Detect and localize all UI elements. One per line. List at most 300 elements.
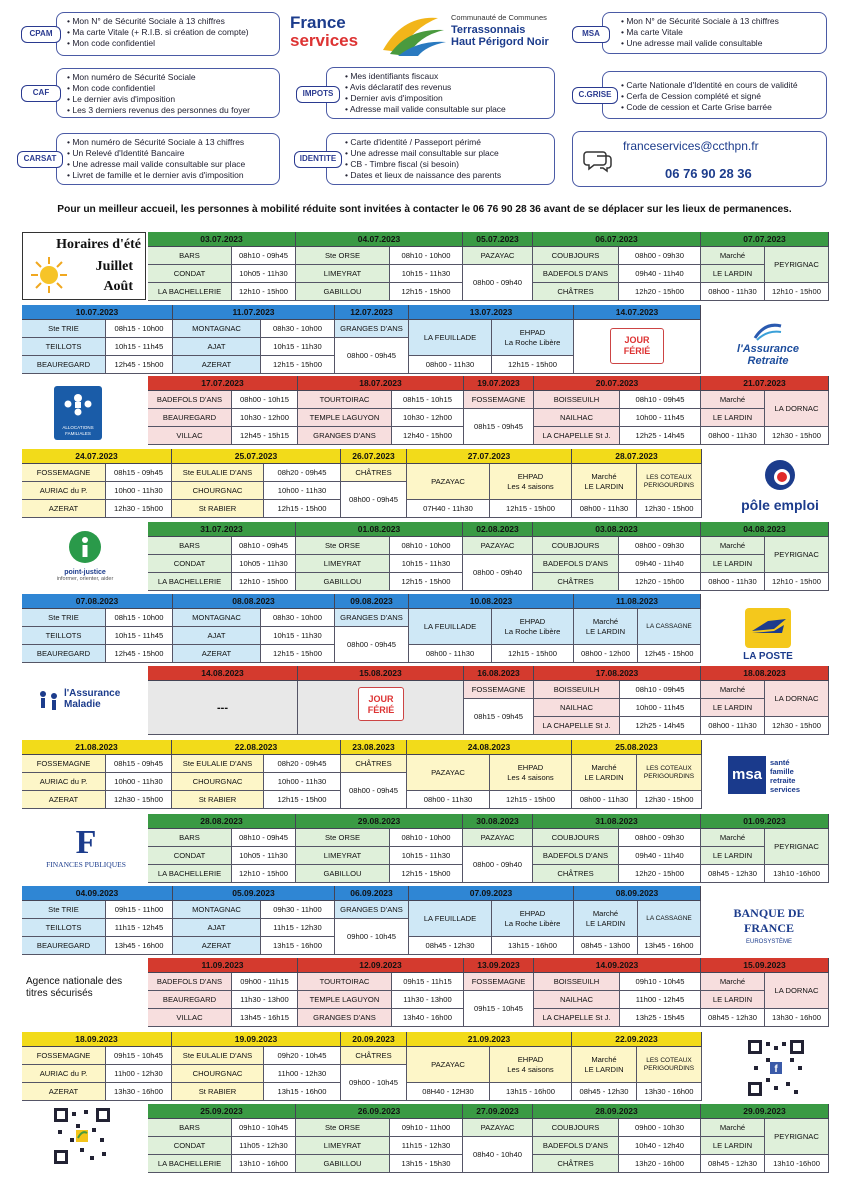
location-cell: LIMEYRAT — [296, 847, 390, 865]
location-cell: AZERAT — [22, 500, 106, 518]
location-cell: LA DORNAC — [765, 391, 829, 427]
location-cell: LA BACHELLERIE — [148, 283, 232, 301]
time-cell: 13h30 - 16h00 — [637, 1083, 702, 1101]
location-cell: GABILLOU — [296, 1155, 390, 1173]
ehpad-name: Les 4 saisons — [507, 481, 554, 491]
chat-icon — [583, 146, 613, 174]
location-cell: BARS — [148, 829, 232, 847]
location-cell: BADEFOLS D'ANS — [148, 973, 232, 991]
day-header: 08.08.2023 — [173, 594, 335, 609]
location-cell: St RABIER — [172, 500, 264, 518]
time-cell: 10h30 - 12h00 — [232, 409, 298, 427]
time-cell: 12h15 - 15h00 — [492, 645, 574, 663]
time-cell: 08h00 - 09h45 — [341, 482, 407, 518]
justice-text: point-justice — [64, 569, 106, 576]
impots-tag: IMPOTS — [296, 86, 340, 103]
time-cell: 10h15 - 11h30 — [390, 555, 463, 573]
location-cell: LA FEUILLADE — [409, 609, 492, 645]
time-cell: 08h00 - 09h30 — [619, 247, 701, 265]
ehpad-label: EHPAD — [517, 1054, 544, 1064]
time-cell: 08h00 - 11h30 — [701, 427, 765, 445]
qr-right-icon — [748, 1040, 804, 1096]
location-cell: LES COTEAUX PERIGOURDINS — [637, 1047, 702, 1083]
time-cell: 13h20 - 16h00 — [619, 1155, 701, 1173]
location-cell: TEMPLE LAGUYON — [298, 991, 392, 1009]
time-cell: 08h10 - 09h45 — [620, 681, 701, 699]
requirement-item: • Carte Nationale d'Identité en cours de validité — [621, 80, 826, 91]
location-cell: LE LARDIN — [701, 847, 765, 865]
time-cell: 12h10 - 15h00 — [232, 573, 296, 591]
day-header: 18.09.2023 — [22, 1032, 172, 1047]
time-cell: 08h45 - 12h30 — [701, 1155, 765, 1173]
location-cell: PAZAYAC — [407, 1047, 490, 1083]
ehpad-name: La Roche Libère — [504, 918, 561, 928]
location-cell: PAZAYAC — [463, 829, 533, 847]
time-cell: 11h00 - 12h45 — [620, 991, 701, 1009]
day-header: 04.08.2023 — [701, 522, 829, 537]
time-cell: 08H40 - 12H30 — [407, 1083, 490, 1101]
time-cell: 08h10 - 09h45 — [620, 391, 701, 409]
location-cell: GRANGES D'ANS — [298, 1009, 392, 1027]
day-header: 28.08.2023 — [148, 814, 296, 829]
time-cell: 08h00 - 10h15 — [232, 391, 298, 409]
time-cell: 09h10 - 11h00 — [390, 1119, 463, 1137]
time-cell: 13h30 - 16h00 — [765, 1009, 829, 1027]
time-cell: 10h05 - 11h30 — [232, 555, 296, 573]
location-cell: CHOURGNAC — [172, 773, 264, 791]
time-cell: 12h45 - 15h00 — [106, 356, 173, 374]
day-header: 05.07.2023 — [463, 232, 533, 247]
ants-text: Agence nationale des titres sécurisés — [26, 976, 123, 999]
requirement-item: • Dernier avis d'imposition — [345, 93, 554, 104]
retraite-swoosh-icon — [753, 320, 783, 342]
location-cell: BEAUREGARD — [22, 356, 106, 374]
msa-icon: msa — [728, 756, 766, 794]
market-label: Marché — [591, 471, 617, 481]
time-cell: 12h15 - 15h00 — [264, 791, 341, 809]
location-cell: AJAT — [173, 338, 261, 356]
bdf-sub: EUROSYSTÈME — [745, 939, 792, 945]
maladie-text: l'Assurance Maladie — [64, 688, 121, 710]
community-logo — [378, 10, 448, 58]
ehpad-name: Les 4 saisons — [507, 772, 554, 782]
fs-line2: services — [290, 31, 359, 50]
location-cell: AZERAT — [173, 356, 261, 374]
time-cell: 08h00 - 09h45 — [335, 627, 409, 663]
day-header: 15.08.2023 — [298, 666, 464, 681]
jour-ferie-sign — [358, 687, 404, 721]
msa-logo-text — [770, 758, 800, 794]
location-cell: LES COTEAUX PERIGOURDINS — [637, 755, 702, 791]
day-header: 02.08.2023 — [463, 522, 533, 537]
location-cell: Ste ORSE — [296, 1119, 390, 1137]
day-header: 11.08.2023 — [574, 594, 701, 609]
day-header: 25.08.2023 — [572, 740, 702, 755]
day-header: 10.07.2023 — [22, 305, 173, 320]
day-header: 19.07.2023 — [464, 376, 534, 391]
day-header: 11.07.2023 — [173, 305, 335, 320]
time-cell: 08h45 - 12h30 — [409, 937, 492, 955]
location-cell: PAZAYAC — [407, 755, 490, 791]
requirement-item: • Carte d'identité / Passeport périmé — [345, 137, 554, 148]
location-cell: AZERAT — [22, 1083, 106, 1101]
ehpad-cell — [490, 1047, 572, 1083]
bdf-text: BANQUE DE FRANCE — [733, 906, 805, 935]
time-cell: 12h25 - 14h45 — [620, 717, 701, 735]
time-cell: 13h10 -16h00 — [765, 865, 829, 883]
time-cell: 08h00 - 12h00 — [574, 645, 638, 663]
time-cell: 10h00 - 11h45 — [620, 409, 701, 427]
ehpad-name: Les 4 saisons — [507, 1064, 554, 1074]
msa-word-1: santé — [770, 758, 790, 767]
location-cell: Ste EULALIE D'ANS — [172, 755, 264, 773]
day-header: 24.07.2023 — [22, 449, 172, 464]
caf-logo — [54, 386, 102, 440]
time-cell: 10h00 - 11h30 — [106, 482, 172, 500]
time-cell: 08h00 - 09h45 — [335, 338, 409, 374]
day-header: 27.09.2023 — [463, 1104, 533, 1119]
closed-cell: --- — [148, 681, 298, 735]
market-place: LE LARDIN — [584, 1064, 624, 1074]
location-cell: BEAUREGARD — [22, 645, 106, 663]
location-cell: FOSSEMAGNE — [22, 755, 106, 773]
market-place: LE LARDIN — [585, 918, 626, 928]
time-cell: 08h00 - 11h30 — [409, 356, 492, 374]
time-cell: 12h20 - 15h00 — [619, 573, 701, 591]
requirement-item: • Livret de famille et le dernier avis d'imposition — [67, 170, 279, 181]
time-cell: 13h15 - 15h30 — [390, 1155, 463, 1173]
location-cell: BARS — [148, 537, 232, 555]
location-cell: CHÂTRES — [533, 865, 619, 883]
requirement-item: • Mon code confidentiel — [67, 38, 279, 49]
location-cell: GRANGES D'ANS — [335, 320, 409, 338]
location-cell: BEAUREGARD — [22, 937, 106, 955]
location-cell: CONDAT — [148, 1137, 232, 1155]
contact-phone[interactable]: 06 76 90 28 36 — [665, 166, 752, 181]
location-cell: VILLAC — [148, 1009, 232, 1027]
qr-code-right[interactable] — [748, 1040, 804, 1096]
time-cell: 08h15 - 10h00 — [106, 320, 173, 338]
fs-line1: France — [290, 13, 346, 32]
location-cell: BADEFOLS D'ANS — [148, 391, 232, 409]
ferie-line2: FÉRIÉ — [623, 346, 651, 356]
time-cell: 08h15 - 09h45 — [106, 464, 172, 482]
time-cell: 12h30 - 15h00 — [106, 500, 172, 518]
ferie-line1: JOUR — [368, 694, 394, 704]
time-cell: 12h15 - 15h00 — [492, 356, 574, 374]
carsat-tag: CARSAT — [17, 151, 63, 168]
time-cell: 09h40 - 11h40 — [619, 555, 701, 573]
day-header: 18.08.2023 — [701, 666, 829, 681]
location-cell: AZERAT — [173, 937, 261, 955]
day-header: 11.09.2023 — [148, 958, 298, 973]
summer-month2: Août — [103, 279, 133, 294]
time-cell: 12h15 - 15h00 — [390, 865, 463, 883]
msa-logo — [728, 756, 828, 800]
day-header: 03.07.2023 — [148, 232, 296, 247]
time-cell: 09h00 - 10h30 — [619, 1119, 701, 1137]
location-cell: LE LARDIN — [701, 265, 765, 283]
location-cell: BADEFOLS D'ANS — [533, 265, 619, 283]
time-cell: 09h00 - 11h15 — [232, 973, 298, 991]
time-cell: 12h15 - 15h00 — [261, 645, 335, 663]
qr-code-left[interactable] — [54, 1108, 110, 1164]
day-header: 21.09.2023 — [407, 1032, 572, 1047]
location-cell: GRANGES D'ANS — [335, 901, 409, 919]
time-cell: 09h00 - 10h45 — [335, 919, 409, 955]
location-cell: AURIAC du P. — [22, 1065, 106, 1083]
time-cell: 12h30 - 15h00 — [765, 717, 829, 735]
location-cell: BARS — [148, 1119, 232, 1137]
time-cell: 12h15 - 15h00 — [390, 283, 463, 301]
day-header: 14.08.2023 — [148, 666, 298, 681]
location-cell: FOSSEMAGNE — [22, 1047, 106, 1065]
time-cell: 12h15 - 15h00 — [264, 500, 341, 518]
market-place: LE LARDIN — [584, 481, 624, 491]
market-cell — [572, 464, 637, 500]
location-cell: TOURTOIRAC — [298, 391, 392, 409]
market-place: LE LARDIN — [585, 626, 626, 636]
day-header: 05.09.2023 — [173, 886, 335, 901]
location-cell: LIMEYRAT — [296, 265, 390, 283]
time-cell: 12h30 - 15h00 — [637, 791, 702, 809]
location-cell: MONTAGNAC — [173, 609, 261, 627]
location-cell: Ste EULALIE D'ANS — [172, 1047, 264, 1065]
time-cell: 11h15 - 12h30 — [390, 1137, 463, 1155]
location-cell: BOISSEUILH — [534, 681, 620, 699]
time-cell: 08h00 - 11h30 — [572, 791, 637, 809]
location-cell: Marché — [701, 537, 765, 555]
location-cell: TEILLOTS — [22, 627, 106, 645]
location-cell: LE LARDIN — [701, 409, 765, 427]
location-cell: LA FEUILLADE — [409, 901, 492, 937]
location-cell: CONDAT — [148, 555, 232, 573]
location-cell: PAZAYAC — [407, 464, 490, 500]
community-line1: Communauté de Communes — [451, 13, 547, 22]
location-cell: LIMEYRAT — [296, 1137, 390, 1155]
ehpad-name: La Roche Libère — [504, 626, 561, 636]
justice-sub: informer, orienter, aider — [56, 576, 114, 582]
time-cell: 12h45 - 15h00 — [106, 645, 173, 663]
msa-word-3: retraite — [770, 776, 796, 785]
location-cell: GABILLOU — [296, 283, 390, 301]
finances-icon: F — [75, 824, 97, 861]
location-cell: LE LARDIN — [701, 555, 765, 573]
location-cell: GABILLOU — [296, 865, 390, 883]
location-cell: LA BACHELLERIE — [148, 573, 232, 591]
cgrise-tag: C.GRISE — [572, 87, 618, 104]
time-cell: 08h00 - 11h30 — [701, 717, 765, 735]
time-cell: 13h15 - 16h00 — [264, 1083, 341, 1101]
location-cell: Ste ORSE — [296, 247, 390, 265]
time-cell: 09h15 - 11h15 — [392, 973, 464, 991]
day-header: 20.07.2023 — [534, 376, 701, 391]
location-cell: CHÂTRES — [533, 573, 619, 591]
community-line2: Terrassonnais — [451, 24, 526, 36]
requirement-item: • Une adresse mail consultable sur place — [345, 148, 554, 159]
location-cell: TEMPLE LAGUYON — [298, 409, 392, 427]
qr-left-icon — [54, 1108, 110, 1164]
time-cell: 13h45 - 16h00 — [106, 937, 173, 955]
time-cell: 10h00 - 11h30 — [264, 773, 341, 791]
svg-text:f: f — [774, 1064, 778, 1075]
location-cell: LIMEYRAT — [296, 555, 390, 573]
retraite-text: l'Assurance Retraite — [737, 343, 799, 367]
day-header: 12.09.2023 — [298, 958, 464, 973]
location-cell: Ste ORSE — [296, 537, 390, 555]
ehpad-label: EHPAD — [519, 327, 546, 337]
pole-emploi-icon — [762, 458, 798, 492]
time-cell: 11h15 - 12h30 — [261, 919, 335, 937]
location-cell: BARS — [148, 247, 232, 265]
location-cell: CHOURGNAC — [172, 482, 264, 500]
day-header: 06.07.2023 — [533, 232, 701, 247]
day-header: 07.07.2023 — [701, 232, 829, 247]
day-header: 18.07.2023 — [298, 376, 464, 391]
time-cell: 09h30 - 11h00 — [261, 901, 335, 919]
location-cell: NAILHAC — [534, 699, 620, 717]
location-cell: LA CHAPELLE St J. — [534, 1009, 620, 1027]
time-cell: 13h10 -16h00 — [765, 1155, 829, 1173]
day-header: 25.07.2023 — [172, 449, 341, 464]
ehpad-label: EHPAD — [517, 762, 544, 772]
time-cell: 09h10 - 10h45 — [232, 1119, 296, 1137]
time-cell: 08h00 - 09h45 — [341, 773, 407, 809]
time-cell: 12h30 - 15h00 — [765, 427, 829, 445]
location-cell: MONTAGNAC — [173, 901, 261, 919]
time-cell: 08h45 - 12h30 — [572, 1083, 637, 1101]
location-cell: LA CASSAGNE — [638, 901, 701, 937]
contact-email[interactable]: franceservices@ccthpn.fr — [623, 139, 759, 153]
time-cell: 09h20 - 10h45 — [264, 1047, 341, 1065]
day-header: 09.08.2023 — [335, 594, 409, 609]
location-cell: COUBJOURS — [533, 829, 619, 847]
time-cell: 13h25 - 15h45 — [620, 1009, 701, 1027]
time-cell: 13h15 - 16h00 — [490, 1083, 572, 1101]
time-cell: 13h45 - 16h00 — [638, 937, 701, 955]
time-cell: 10h00 - 11h45 — [620, 699, 701, 717]
time-cell: 10h05 - 11h30 — [232, 847, 296, 865]
ferie-line1: JOUR — [624, 335, 650, 345]
location-cell: BEAUREGARD — [148, 409, 232, 427]
day-header: 22.08.2023 — [172, 740, 341, 755]
day-header: 06.09.2023 — [335, 886, 409, 901]
summer-title: Horaires d'été — [56, 237, 141, 252]
ehpad-cell — [490, 464, 572, 500]
market-cell — [572, 1047, 637, 1083]
day-header: 07.09.2023 — [409, 886, 574, 901]
location-cell: Ste TRIE — [22, 320, 106, 338]
location-cell: COUBJOURS — [533, 537, 619, 555]
contact-box — [572, 131, 827, 187]
location-cell: Ste TRIE — [22, 901, 106, 919]
caf-people-icon — [58, 390, 98, 420]
time-cell: 08h00 - 11h30 — [407, 791, 490, 809]
location-cell: PEYRIGNAC — [765, 247, 829, 283]
time-cell: 08h40 - 10h40 — [463, 1137, 533, 1173]
poste-text: LA POSTE — [743, 651, 793, 662]
location-cell: AURIAC du P. — [22, 773, 106, 791]
impots-list — [345, 68, 554, 115]
location-cell: CHOURGNAC — [172, 1065, 264, 1083]
location-cell: TOURTOIRAC — [298, 973, 392, 991]
caf-text: ALLOCATIONS FAMILIALES — [62, 425, 94, 436]
location-cell: CHÂTRES — [533, 1155, 619, 1173]
location-cell: Marché — [701, 973, 765, 991]
requirement-item: • Ma carte Vitale — [621, 27, 826, 38]
time-cell: 13h40 - 16h00 — [392, 1009, 464, 1027]
location-cell: St RABIER — [172, 791, 264, 809]
location-cell: Marché — [701, 829, 765, 847]
time-cell: 12h20 - 15h00 — [619, 865, 701, 883]
day-header: 04.09.2023 — [22, 886, 173, 901]
requirement-item: • Mon N° de Sécurité Sociale à 13 chiffres — [67, 16, 279, 27]
location-cell: AJAT — [173, 919, 261, 937]
time-cell: 08h00 - 09h40 — [463, 555, 533, 591]
location-cell: MONTAGNAC — [173, 320, 261, 338]
location-cell: BOISSEUILH — [534, 973, 620, 991]
location-cell: LA CHAPELLE St J. — [534, 427, 620, 445]
location-cell: GABILLOU — [296, 573, 390, 591]
time-cell: 08h00 - 09h40 — [463, 847, 533, 883]
time-cell: 08h00 - 09h30 — [619, 829, 701, 847]
location-cell: FOSSEMAGNE — [464, 681, 534, 699]
sun-icon — [29, 255, 69, 295]
location-cell: NAILHAC — [534, 991, 620, 1009]
assurance-maladie-logo — [36, 688, 128, 710]
market-place: LE LARDIN — [584, 772, 624, 782]
time-cell: 12h45 - 15h00 — [638, 645, 701, 663]
time-cell: 10h15 - 11h30 — [390, 265, 463, 283]
ferie-line2: FÉRIÉ — [367, 705, 395, 715]
time-cell: 08h00 - 09h40 — [463, 265, 533, 301]
requirement-item: • Les 3 derniers revenus des personnes du foyer — [67, 105, 279, 116]
day-header: 03.08.2023 — [533, 522, 701, 537]
cpam-tag: CPAM — [21, 26, 61, 43]
day-header: 14.07.2023 — [574, 305, 701, 320]
location-cell: CONDAT — [148, 265, 232, 283]
day-header: 04.07.2023 — [296, 232, 463, 247]
location-cell: LA DORNAC — [765, 681, 829, 717]
time-cell: 10h15 - 11h45 — [106, 627, 173, 645]
time-cell: 12h10 - 15h00 — [765, 283, 829, 301]
requirement-item: • Adresse mail valide consultable sur place — [345, 104, 554, 115]
time-cell: 08h30 - 10h00 — [261, 609, 335, 627]
time-cell: 08h30 - 10h00 — [261, 320, 335, 338]
time-cell: 08h15 - 09h45 — [464, 409, 534, 445]
day-header: 28.07.2023 — [572, 449, 702, 464]
day-header: 26.07.2023 — [341, 449, 407, 464]
location-cell: Ste ORSE — [296, 829, 390, 847]
point-justice-logo — [40, 530, 130, 582]
location-cell: Ste EULALIE D'ANS — [172, 464, 264, 482]
location-cell: CHÂTRES — [341, 464, 407, 482]
summer-month1: Juillet — [95, 259, 133, 274]
time-cell: 10h00 - 11h30 — [264, 482, 341, 500]
day-header: 12.07.2023 — [335, 305, 409, 320]
location-cell: LE LARDIN — [701, 991, 765, 1009]
day-header: 10.08.2023 — [409, 594, 574, 609]
la-poste-logo — [735, 608, 801, 662]
time-cell: 12h10 - 15h00 — [765, 573, 829, 591]
time-cell: 08h00 - 09h30 — [619, 537, 701, 555]
carsat-list — [67, 134, 279, 181]
requirement-item: • Une adresse mail valide consultable — [621, 38, 826, 49]
time-cell: 10h15 - 11h45 — [106, 338, 173, 356]
time-cell: 07H40 - 11h30 — [407, 500, 490, 518]
location-cell: FOSSEMAGNE — [22, 464, 106, 482]
finances-publiques-logo — [36, 826, 136, 869]
